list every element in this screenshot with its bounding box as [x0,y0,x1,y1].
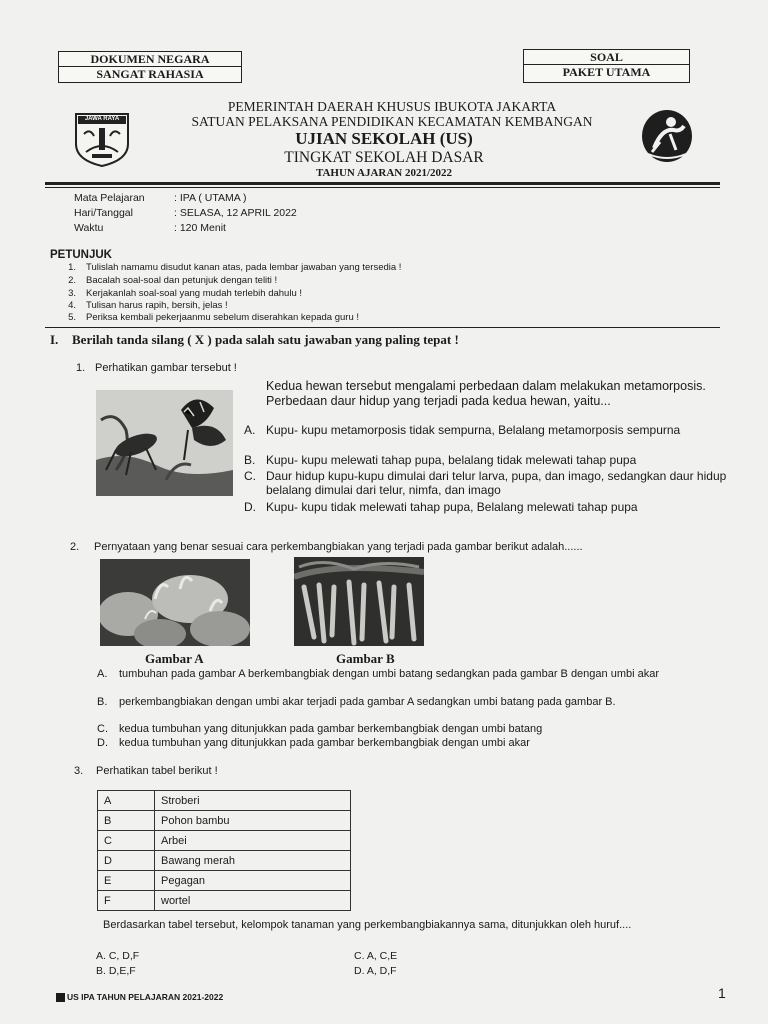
subject-row [74,192,474,205]
table-value: Pohon bambu [155,811,351,831]
instruction-number: 1. [68,262,76,273]
q1-prompt: Perhatikan gambar tersebut ! [95,362,237,374]
caption-gambar-b: Gambar B [336,651,395,666]
header-unit: SATUAN PELAKSANA PENDIDIKAN KECAMATAN KEMBANGAN [191,114,593,129]
table-value: Stroberi [155,791,351,811]
option-letter: C. [97,723,108,735]
q2-option-b[interactable] [97,696,697,722]
plants-table [97,790,351,911]
q2-number: 2. [70,541,80,553]
option-text: Kupu- kupu tidak melewati tahap pupa, Belalang melewati tahap pupa [266,500,638,514]
instruction-text: Periksa kembali pekerjaanmu sebelum diserahkan kepada guru ! [86,312,360,323]
q3-answer-a[interactable] [96,950,139,962]
header-divider-thick [45,182,720,185]
instruction-text: Tulisan harus rapih, bersih, jelas ! [86,300,228,311]
option-letter: D. [97,737,108,749]
instruction-number: 2. [68,275,76,286]
footer-label: US IPA TAHUN PELAJARAN 2021-2022 [67,992,224,1002]
option-letter: D. [354,965,365,977]
instruction-text: Kerjakanlah soal-soal yang mudah terlebih dahulu ! [86,288,302,299]
academic-year: TAHUN AJARAN 2021/2022 [315,167,453,179]
section-number: I. [50,332,59,347]
q1-stem-text: Kedua hewan tersebut mengalami perbedaan dalam melakukan metamorposis. Perbedaan daur hidup yang terjadi pada kedua hewan, yaitu... [266,379,706,408]
q3-answer-b[interactable] [96,965,136,977]
q3-stem: Berdasarkan tabel tersebut, kelompok tanaman yang perkembangbiakannya sama, ditunjukkan oleh huruf.... [103,919,632,931]
q1-option-a[interactable] [244,423,744,451]
q3-prompt: Perhatikan tabel berikut ! [96,765,218,777]
instruction-number: 5. [68,312,76,323]
meta-value: : SELASA, 12 APRIL 2022 [174,207,297,219]
option-letter: B. [97,696,108,708]
q2-option-c[interactable] [97,723,697,736]
caption-gambar-a: Gambar A [145,651,204,666]
q3-answer-d[interactable] [354,965,397,977]
option-text: A, D,F [366,965,397,977]
table-key: B [98,811,155,831]
q1-grasshopper-butterfly-image [96,390,233,496]
instruction-number: 4. [68,300,76,311]
option-letter: A. [244,423,256,437]
box-line-2: SANGAT RAHASIA [96,67,204,81]
option-text: A, C,E [366,950,398,962]
meta-value: : IPA ( UTAMA ) [174,192,247,204]
instruction-text: Tulislah namamu disudut kanan atas, pada lembar jawaban yang tersedia ! [86,262,402,273]
section-divider [45,327,720,328]
instruction-item [62,300,562,312]
table-key: F [98,891,155,911]
q1-option-c[interactable] [244,469,744,497]
instruction-number: 3. [68,288,76,299]
section-heading: Berilah tanda silang ( X ) pada salah satu jawaban yang paling tepat ! [72,332,459,347]
q1-stem [266,379,736,423]
date-row [74,207,474,220]
q2-gambar-a-image [100,559,250,646]
table-key: D [98,851,155,871]
q1-number: 1. [76,362,86,374]
header-government: PEMERINTAH DAERAH KHUSUS IBUKOTA JAKARTA [227,99,557,114]
option-letter: B. [96,965,106,977]
meta-value: : 120 Menit [174,222,226,234]
table-row [98,851,351,871]
option-text: Daur hidup kupu-kupu dimulai dari telur larva, pupa, dan imago, sedangkan daur hidup belalang dimulai dari telur, nimfa, dan imago [266,469,727,497]
box-line-1: SOAL [524,50,689,65]
option-text: kedua tumbuhan yang ditunjukkan pada gambar berkembangbiak dengan umbi batang [119,723,543,735]
option-letter: C. [244,469,256,483]
q3-answer-c[interactable] [354,950,397,962]
option-text: C, D,F [108,950,140,962]
dokumen-negara-box [58,51,242,83]
meta-label: Mata Pelajaran [74,192,145,204]
table-row [98,831,351,851]
option-text: D,E,F [108,965,136,977]
q1-option-d[interactable] [244,500,744,514]
box-line-1: DOKUMEN NEGARA [59,52,241,67]
box-line-2: PAKET UTAMA [562,65,651,79]
q1-option-b[interactable] [244,453,744,467]
option-text: Kupu- kupu metamorposis tidak sempurna, Belalang metamorposis sempurna [266,423,681,437]
page-number: 1 [718,985,726,1001]
exam-title: UJIAN SEKOLAH (US) [295,129,473,148]
table-value: Bawang merah [155,851,351,871]
q3-number: 3. [74,765,84,777]
meta-label: Hari/Tanggal [74,207,133,219]
table-row [98,791,351,811]
table-key: E [98,871,155,891]
instruction-item [62,275,562,287]
instructions-title: PETUNJUK [50,249,112,261]
option-text: tumbuhan pada gambar A berkembangbiak dengan umbi batang sedangkan pada gambar B dengan umbi akar [119,668,659,680]
instruction-item [62,288,562,300]
instruction-item [62,262,562,274]
crest-label: JAWA RAYA [84,116,120,122]
q2-option-a[interactable] [97,668,697,694]
table-value: Arbei [155,831,351,851]
header-divider-thin [45,187,720,188]
table-value: Pegagan [155,871,351,891]
table-row [98,811,351,831]
footer-square-icon [56,993,65,1002]
instruction-item [62,312,562,324]
exam-level: TINGKAT SEKOLAH DASAR [284,149,484,166]
option-text: kedua tumbuhan yang ditunjukkan pada gambar berkembangbiak dengan umbi akar [119,737,530,749]
table-key: A [98,791,155,811]
instruction-text: Bacalah soal-soal dan petunjuk dengan teliti ! [86,275,278,286]
option-text: perkembangbiakan dengan umbi akar terjadi pada gambar A sedangkan umbi batang pada gambar B. [119,696,616,708]
q2-prompt: Pernyataan yang benar sesuai cara perkembangbiakan yang terjadi pada gambar berikut adalah...... [94,541,583,553]
option-letter: A. [97,668,108,680]
option-letter: D. [244,500,256,514]
table-row [98,871,351,891]
table-row [98,891,351,911]
option-text: Kupu- kupu melewati tahap pupa, belalang tidak melewati tahap pupa [266,453,637,467]
duration-row [74,222,474,235]
table-value: wortel [155,891,351,911]
meta-label: Waktu [74,222,104,234]
option-letter: A. [96,950,106,962]
q2-gambar-b-image [294,557,424,646]
table-key: C [98,831,155,851]
option-letter: C. [354,950,365,962]
paket-utama-box [523,49,690,83]
option-letter: B. [244,453,256,467]
q2-option-d[interactable] [97,737,697,750]
